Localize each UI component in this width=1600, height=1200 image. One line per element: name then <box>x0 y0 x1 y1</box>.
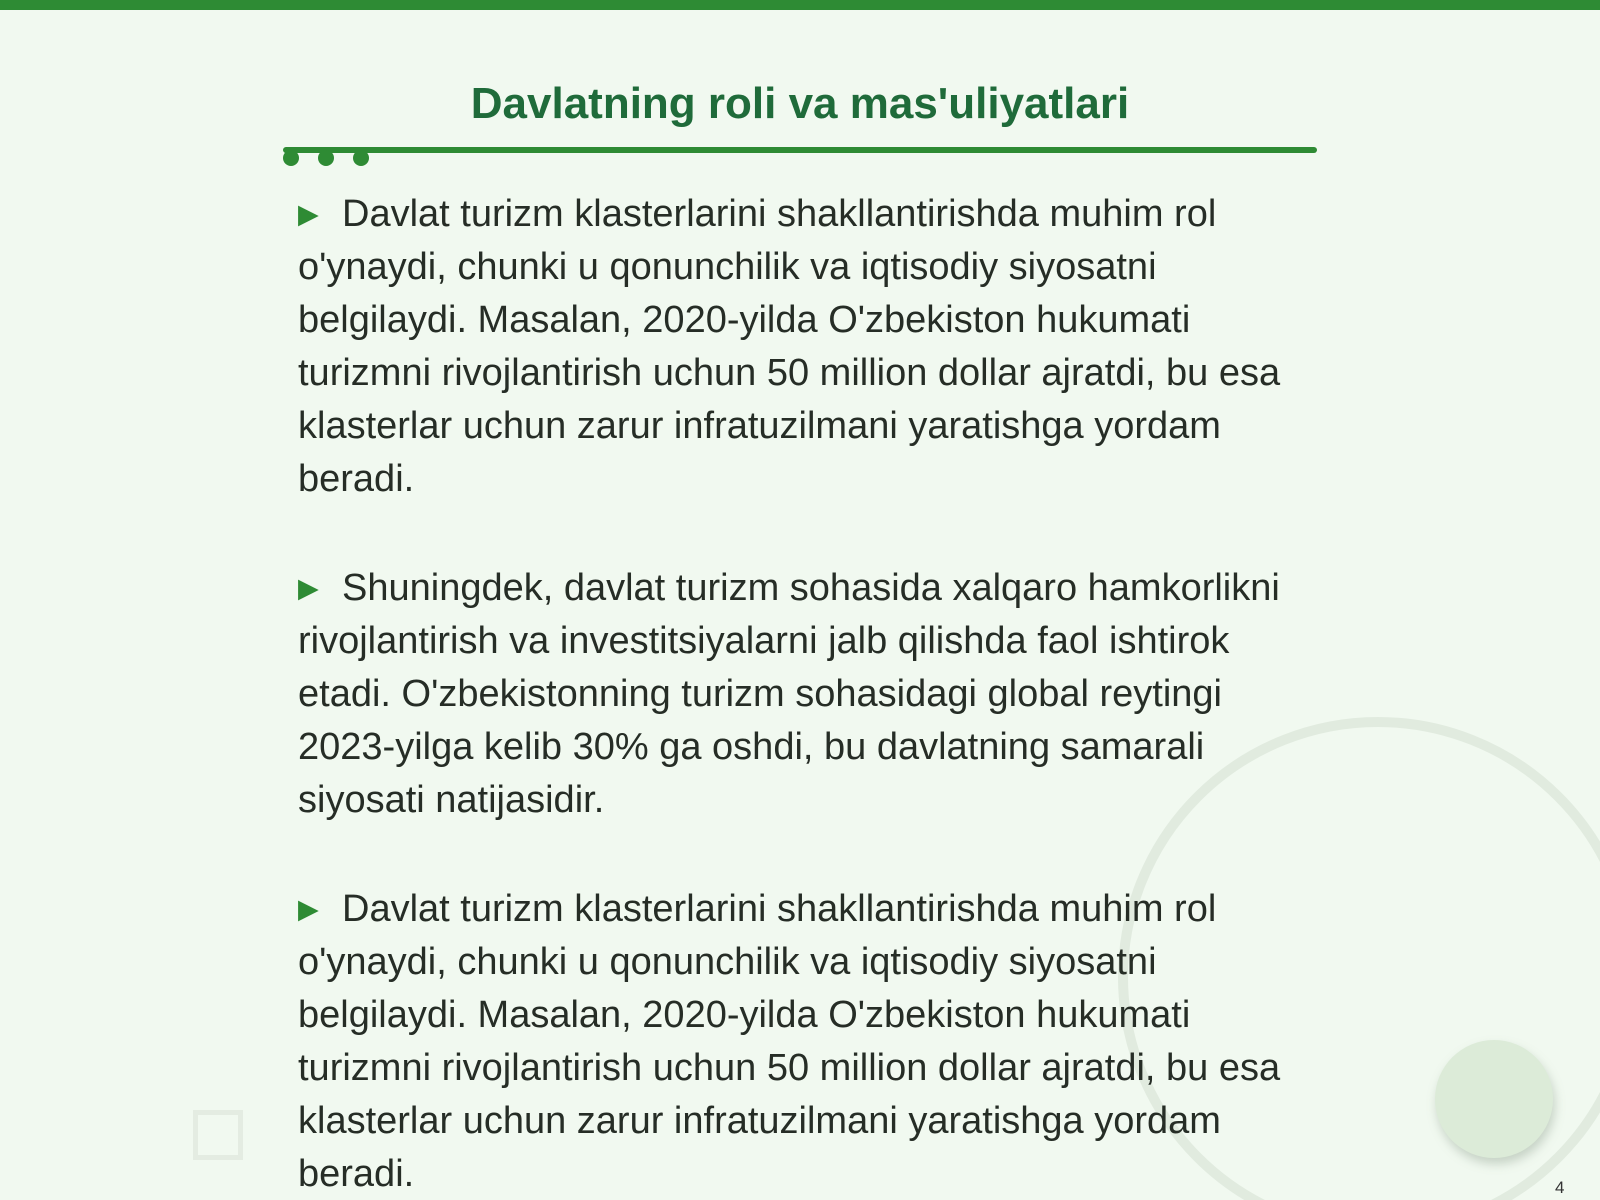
triangle-right-icon: ▶ <box>298 573 319 603</box>
bullet-text: Davlat turizm klasterlarini shakllantirishda muhim rol o'ynaydi, chunki u qonunchilik va iqtisodiy siyosatni belgilaydi. Masalan, 2020-yilda O'zbekiston hukumati turizmni rivojlantirish uchun 50 million dollar ajratdi, bu esa klasterlar uchun zarur infratuzilmani yaratishga yordam beradi. <box>298 193 1281 500</box>
page-number: 4 <box>1555 1178 1565 1197</box>
decorative-disc <box>1435 1040 1553 1158</box>
bullet-paragraph <box>298 188 1298 506</box>
bullet-text: Shuningdek, davlat turizm sohasida xalqaro hamkorlikni rivojlantirish va investitsiyalarni jalb qilishda faol ishtirok etadi. O'zbekistonning turizm sohasidagi global reytingi 2023-yilga kelib 30% ga oshdi, bu davlatning samarali siyosati natijasidir. <box>298 567 1280 821</box>
triangle-right-icon: ▶ <box>298 894 319 924</box>
top-accent-bar <box>0 0 1600 10</box>
slide-title: Davlatning roli va mas'uliyatlari <box>470 79 1130 128</box>
bullet-paragraph <box>298 883 1298 1200</box>
bullet-text: Davlat turizm klasterlarini shakllantirishda muhim rol o'ynaydi, chunki u qonunchilik va iqtisodiy siyosatni belgilaydi. Masalan, 2020-yilda O'zbekiston hukumati turizmni rivojlantirish uchun 50 million dollar ajratdi, bu esa klasterlar uchun zarur infratuzilmani yaratishga yordam beradi. <box>298 888 1281 1195</box>
bullet-paragraph <box>298 562 1298 827</box>
decorative-square <box>193 1110 243 1160</box>
triangle-right-icon: ▶ <box>298 199 319 229</box>
title-underline <box>283 147 1317 153</box>
bullet-list <box>298 188 1298 1200</box>
underline-dot <box>283 150 299 166</box>
underline-dot <box>353 150 369 166</box>
underline-dot <box>318 150 334 166</box>
